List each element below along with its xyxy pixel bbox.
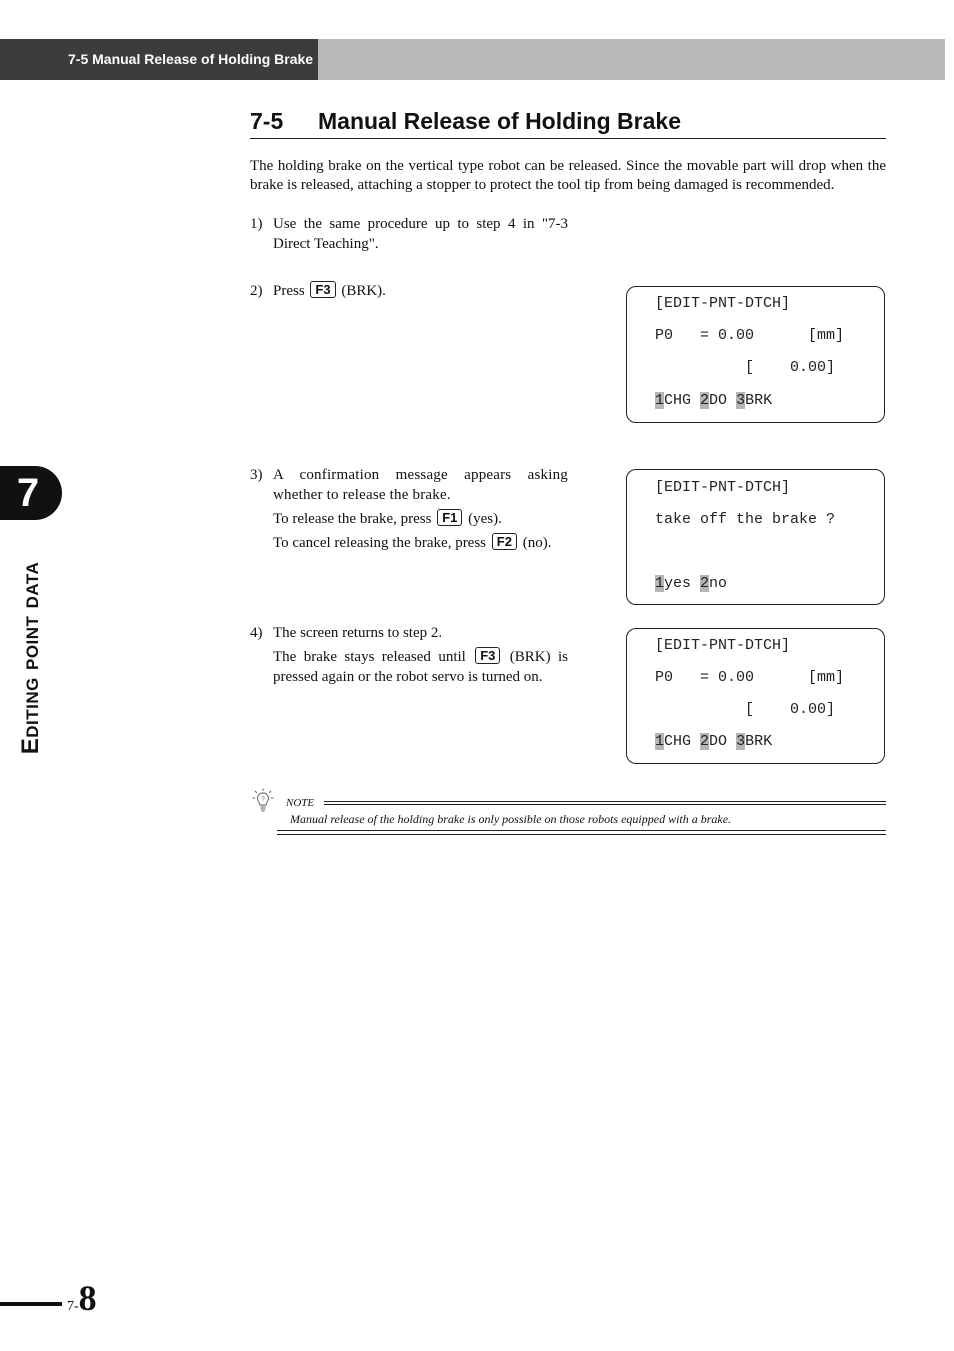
f3-key: F3 — [310, 281, 335, 298]
fkey-number: 1 — [655, 392, 665, 409]
intro-paragraph: The holding brake on the vertical type robot can be released. Since the movable part will drop when the brake is released, attaching a stopper to protect the tool tip from being damaged is recommended. — [250, 158, 886, 193]
lightbulb-icon — [252, 788, 274, 814]
step-text: Press F3 (BRK). — [273, 282, 386, 299]
step-number: 3) — [250, 467, 263, 483]
f2-key: F2 — [492, 533, 517, 550]
step-number: 1) — [250, 216, 263, 232]
fkey-label: DO — [709, 733, 737, 750]
fkey-number: 3 — [736, 733, 746, 750]
fkey-number: 1 — [655, 733, 665, 750]
f3-key: F3 — [475, 647, 500, 664]
lcd-title: [EDIT-PNT-DTCH] — [655, 295, 791, 312]
fkey-number: 1 — [655, 575, 665, 592]
note-rule — [324, 804, 886, 805]
note-rule — [324, 801, 886, 802]
chapter-label: Editing point data — [17, 561, 44, 755]
note-text: Manual release of the holding brake is only possible on those robots equipped with a brake. — [290, 812, 732, 826]
page-number: 7-8 — [67, 1278, 97, 1318]
section-rule — [250, 138, 886, 139]
note-label: NOTE — [286, 797, 315, 809]
header-tab: 7-5 Manual Release of Holding Brake — [0, 39, 318, 80]
fkey-label: DO — [709, 392, 737, 409]
fkey-label: yes — [664, 575, 701, 592]
note-rule — [277, 830, 886, 831]
fkey-number: 2 — [700, 733, 710, 750]
lcd-row: take off the brake ? — [655, 511, 836, 528]
lcd-screen-confirm — [626, 469, 885, 605]
section-title — [250, 108, 886, 135]
lcd-fkey-row — [655, 733, 772, 751]
fkey-number: 2 — [700, 575, 710, 592]
note-rule — [277, 834, 886, 835]
lcd-fkey-row — [655, 392, 772, 410]
step-number: 4) — [250, 625, 263, 641]
lcd-row: P0 = 0.00 [mm] — [655, 669, 845, 686]
fkey-number: 3 — [736, 392, 746, 409]
fkey-label: CHG — [664, 733, 701, 750]
svg-text:?: ? — [261, 797, 265, 803]
lcd-row: [ 0.00] — [655, 359, 836, 376]
step-text: The screen returns to step 2. The brake stays released until F3 (BRK) is pressed again or the robot servo is turned on. — [273, 625, 569, 685]
fkey-label: BRK — [745, 392, 773, 409]
step-text: A confirmation message appears asking whether to release the brake. To release the brake, press F1 (yes). To cancel releasing the brake, press F2 (no). — [273, 467, 568, 551]
fkey-label: CHG — [664, 392, 701, 409]
lcd-fkey-row — [655, 575, 727, 593]
lcd-title: [EDIT-PNT-DTCH] — [655, 637, 791, 654]
fkey-number: 2 — [700, 392, 710, 409]
lcd-row: [ 0.00] — [655, 701, 836, 718]
lcd-screen-brk — [626, 286, 885, 423]
section-title-text: Manual Release of Holding Brake — [318, 108, 681, 134]
chapter-number: 7 — [16, 471, 40, 515]
lcd-row: P0 = 0.00 [mm] — [655, 327, 845, 344]
footer-rule — [0, 1302, 62, 1306]
f1-key: F1 — [437, 509, 462, 526]
section-number: 7-5 — [250, 108, 284, 134]
step-text: Use the same procedure up to step 4 in "7-3 Direct Teaching". — [273, 216, 568, 252]
fkey-label: BRK — [745, 733, 773, 750]
lcd-title: [EDIT-PNT-DTCH] — [655, 479, 791, 496]
fkey-label: no — [709, 575, 728, 592]
step-number: 2) — [250, 283, 263, 299]
lcd-screen-return — [626, 628, 885, 764]
